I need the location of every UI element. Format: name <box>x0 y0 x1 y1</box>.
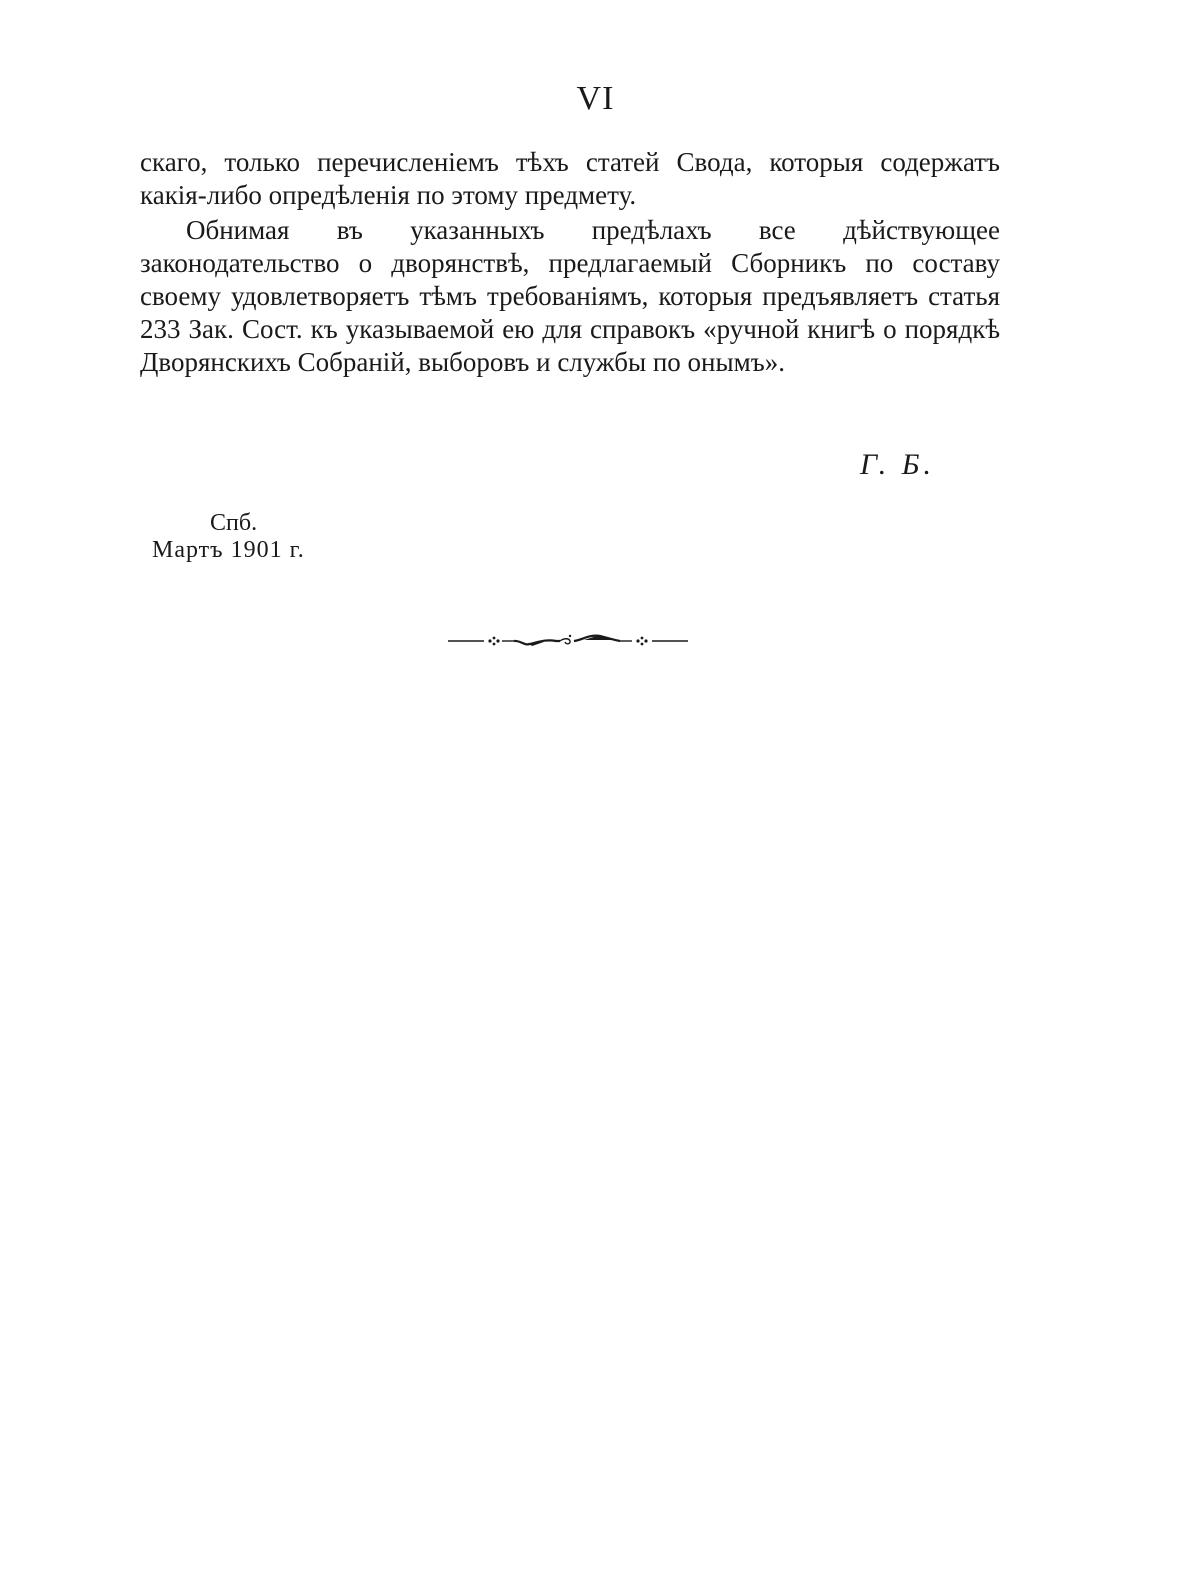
author-initials: Г. Б. <box>860 448 936 481</box>
divider-ornament-icon <box>448 628 688 654</box>
date-of-writing: Мартъ 1901 г. <box>152 537 305 563</box>
place-of-writing: Спб. <box>210 510 258 536</box>
paragraph-continuation: скаго, только перечисленіемъ тѣхъ статей Свода, которыя содержатъ какія-либо опредѣленія по этому предмету. <box>140 147 1000 210</box>
paragraph-main: Обнимая въ указанныхъ предѣлахъ все дѣйствующее законодательство о дворянствѣ, предлагаемый Сборникъ по составу своему удовлетворяетъ тѣмъ требованіямъ, которыя предъявляетъ статья 233 Зак. Сост. къ указываемой ею для справокъ «ручной книгѣ о порядкѣ Дворянскихъ Собраній, выборовъ и службы по онымъ». <box>140 215 1000 377</box>
page-number: VI <box>576 80 615 117</box>
